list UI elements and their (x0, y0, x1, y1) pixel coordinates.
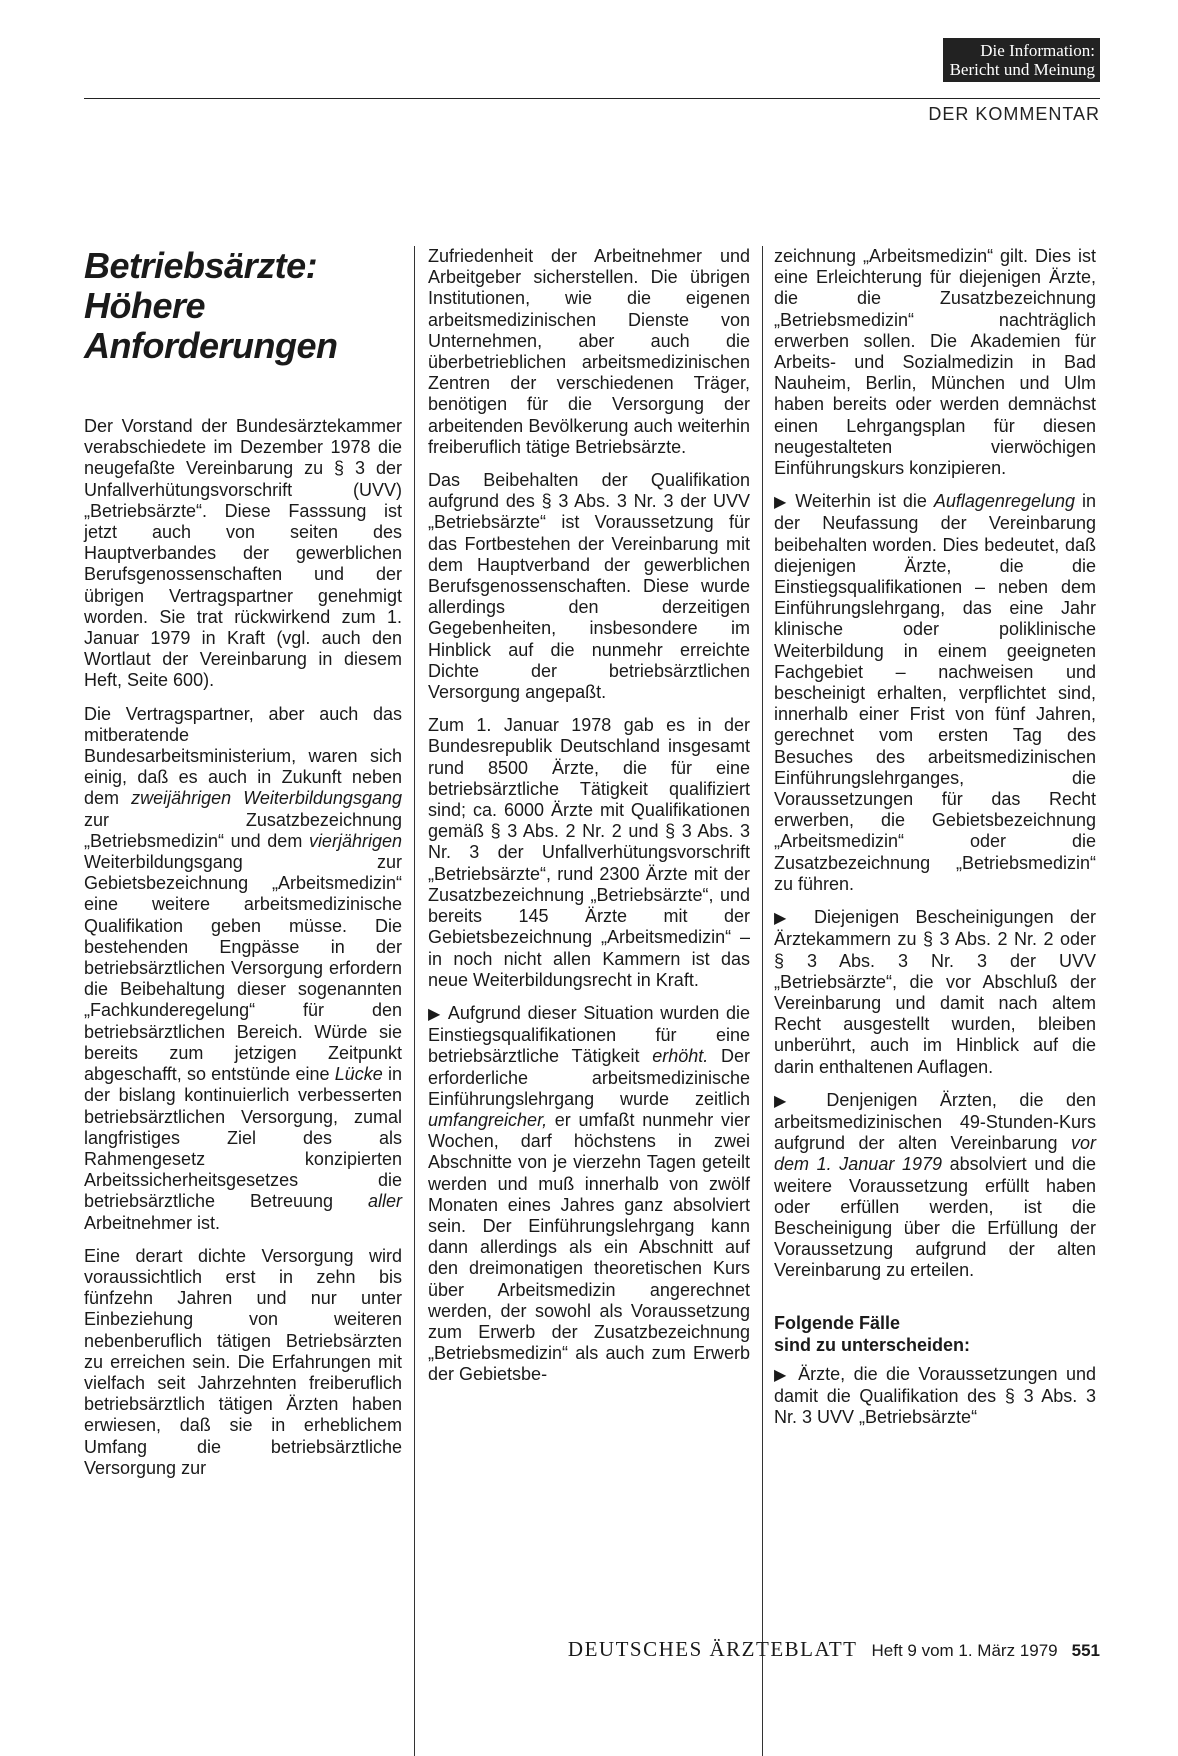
paragraph: ▶ Ärzte, die die Voraussetzungen und damit die Qualifikation des § 3 Abs. 3 Nr. 3 UVV „Betriebsärzte“ (774, 1363, 1096, 1427)
paragraph: ▶ Weiterhin ist die Auflagenregelung in der Neufassung der Vereinbarung beibehalten worden. Dies bedeutet, daß diejenigen Ärzte, die die Einstiegsqualifikationen – neben dem Einführungslehrgang, das eine Jahr klinische oder poliklinische Weiterbildung in einem geeigneten Fachgebiet – nachweisen und bescheinigt erhalten, verpflichtet sind, innerhalb einer Frist von fünf Jahren, gerechnet vom ersten Tag des Besuches des arbeitsmedizinischen Einführungslehrganges, die Voraussetzungen für das Recht erwerben, die Gebietsbezeichnung „Arbeitsmedizin“ oder die Zusatzbezeichnung „Betriebsmedizin“ zu führen. (774, 491, 1096, 894)
arrow-bullet-icon: ▶ (774, 494, 789, 512)
subheading (774, 1312, 1096, 1356)
article-headline (84, 246, 402, 366)
journal-name: DEUTSCHES ÄRZTEBLATT (567, 1637, 858, 1661)
section-label: DER KOMMENTAR (928, 104, 1100, 124)
header-rule (84, 98, 1100, 99)
paragraph: Eine derart dichte Versorgung wird voraussichtlich erst in zehn bis fünfzehn Jahren und nur unter Einbeziehung von weiteren nebenberuflich tätigen Betriebsärzten zu erreichen sein. Die Erfahrungen mit vielfach seit Jahrzehnten freiberuflich betriebsärztlich tätigen Ärzten haben erwiesen, daß sie in erheblichem Umfang die betriebsärztliche Versorgung zur (84, 1245, 402, 1478)
headline-line-2: Höhere (84, 285, 206, 326)
arrow-bullet-icon: ▶ (774, 1366, 790, 1384)
headline-line-3: Anforderungen (84, 325, 338, 366)
badge-line-1: Die Information: (980, 41, 1095, 60)
page-number: 551 (1071, 1641, 1100, 1660)
article-column-3 (774, 246, 1096, 1440)
subheading-line-1: Folgende Fälle (774, 1312, 901, 1333)
headline-line-1: Betriebsärzte: (84, 245, 318, 286)
paragraph: ▶ Aufgrund dieser Situation wurden die Einstiegsqualifikationen für eine betriebsärztliche Tätigkeit erhöht. Der erforderliche arbeitsmedizinische Einführungslehrgang wurde zeitlich umfangreicher, er umfaßt nunmehr vier Wochen, darf höchstens in zwei Abschnitte von je vierzehn Tagen geteilt werden und muß innerhalb von zwölf Monaten eines Jahres ganz absolviert sein. Der Einführungslehrgang kann dann allerdings als ein Abschnitt auf den dreimonatigen theoretischen Kurs über Arbeitsmedizin angerechnet werden, der sowohl als Voraussetzung zum Erwerb der Zusatzbezeichnung „Betriebsmedizin“ als auch zum Erwerb der Gebietsbe- (428, 1002, 750, 1385)
paragraph: zeichnung „Arbeitsmedizin“ gilt. Dies ist eine Erleichterung für diejenigen Ärzte, die die Zusatzbezeichnung „Betriebsmedizin“ nachträglich erwerben sollen. Die Akademien für Arbeits- und Sozialmedizin in Bad Nauheim, Berlin, München und Ulm haben bereits oder werden demnächst einen Lehrgangsplan für diesen neugestalteten vierwöchigen Einführungskurs konzipieren. (774, 246, 1096, 479)
page-footer (0, 1637, 1100, 1662)
issue-info: Heft 9 vom 1. März 1979 (871, 1641, 1058, 1660)
paragraph: Zufriedenheit der Arbeitnehmer und Arbeitgeber sicherstellen. Die übrigen Institutionen, wie die eigenen arbeitsmedizinischen Dienste von Unternehmen, aber auch die überbetrieblichen arbeitsmedizinischen Zentren der verschiedenen Träger, benötigen für die Versorgung der arbeitenden Bevölkerung auch weiterhin freiberuflich tätige Betriebsärzte. (428, 246, 750, 457)
paragraph: Zum 1. Januar 1978 gab es in der Bundesrepublik Deutschland insgesamt rund 8500 Ärzte, die für eine betriebsärztliche Tätigkeit qualifiziert sind; ca. 6000 Ärzte mit Qualifikationen gemäß § 3 Abs. 2 Nr. 2 und § 3 Abs. 3 Nr. 3 der Unfallverhütungsvorschrift „Betriebsärzte“, rund 2300 Ärzte mit der Zusatzbezeichnung „Betriebsärzte“, und bereits 145 Ärzte mit der Gebietsbezeichnung „Arbeitsmedizin“ – in noch nicht allen Kammern ist das neue Weiterbildungsrecht in Kraft. (428, 715, 750, 990)
arrow-bullet-icon: ▶ (428, 1005, 443, 1023)
arrow-bullet-icon: ▶ (774, 1092, 804, 1110)
column-separator-1 (414, 246, 415, 1756)
paragraph: Die Vertragspartner, aber auch das mitberatende Bundesarbeitsministerium, waren sich einig, daß es auch in Zukunft neben dem zweijährigen Weiterbildungsgang zur Zusatzbezeichnung „Betriebsmedizin“ und dem vierjährigen Weiterbildungsgang zur Gebietsbezeichnung „Arbeitsmedizin“ eine weitere arbeitsmedizinische Qualifikation geben müsse. Die bestehenden Engpässe in der betriebsärztlichen Versorgung erfordern die Beibehaltung dieser sogenannten „Fachkunderegelung“ für den betriebsärztlichen Bereich. Würde sie bereits zum jetzigen Zeitpunkt abgeschafft, so entstünde eine Lücke in der bislang kontinuierlich verbesserten betriebsärztlichen Versorgung, zumal langfristiges Ziel des als Rahmengesetz konzipierten Arbeitssicherheitsgesetzes die betriebsärztliche Betreuung aller Arbeitnehmer ist. (84, 703, 402, 1233)
paragraph: Das Beibehalten der Qualifikation aufgrund des § 3 Abs. 3 Nr. 3 der UVV „Betriebsärzte“ ist Voraussetzung für das Fortbestehen der Vereinbarung mit dem Hauptverband der gewerblichen Berufsgenossenschaften. Diese wurde allerdings den derzeitigen Gegebenheiten, insbesondere im Hinblick auf die nunmehr erreichte Dichte der betriebsärztlichen Versorgung angepaßt. (428, 470, 750, 703)
column-separator-2 (762, 246, 763, 1756)
paragraph: Der Vorstand der Bundesärztekammer verabschiedete im Dezember 1978 die neugefaßte Vereinbarung zu § 3 der Unfallverhütungsvorschrift (UVV) „Betriebsärzte“. Diese Fasssung ist jetzt auch von seiten des Hauptverbandes der gewerblichen Berufsgenossenschaften und der übrigen Vertragspartner genehmigt worden. Sie trat rückwirkend zum 1. Januar 1979 in Kraft (vgl. auch den Wortlaut der Vereinbarung in diesem Heft, Seite 600). (84, 416, 402, 691)
article-column-2 (428, 246, 750, 1398)
subheading-line-2: sind zu unterscheiden: (774, 1334, 971, 1355)
paragraph: ▶ Diejenigen Bescheinigungen der Ärztekammern zu § 3 Abs. 2 Nr. 2 oder § 3 Abs. 3 Nr. 3 der UVV „Betriebsärzte“, die vor Abschluß der Vereinbarung und damit nach altem Recht ausgestellt wurden, bleiben unberührt, auch im Hinblick auf die darin enthaltenen Auflagen. (774, 907, 1096, 1077)
section-badge (943, 38, 1100, 82)
paragraph: ▶ Denjenigen Ärzten, die den arbeitsmedizinischen 49-Stunden-Kurs aufgrund der alten Vereinbarung vor dem 1. Januar 1979 absolviert und die weitere Voraussetzung erfüllt haben oder erfüllen werden, ist die Bescheinigung über die Erfüllung der Voraussetzung aufgrund der alten Vereinbarung zu erteilen. (774, 1089, 1096, 1281)
badge-line-2: Bericht und Meinung (949, 60, 1095, 79)
arrow-bullet-icon: ▶ (774, 910, 798, 928)
article-column-1 (84, 246, 402, 1491)
